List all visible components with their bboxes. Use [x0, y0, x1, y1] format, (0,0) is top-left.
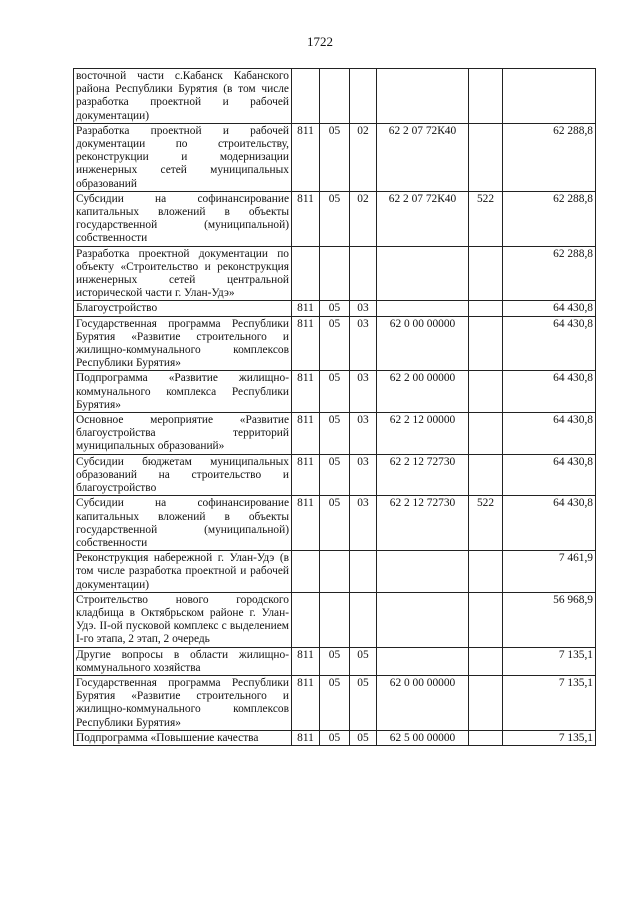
table-row [74, 730, 596, 745]
cell-name: Субсидии на софинансирование капитальных вложений в объекты государственной (муниципальной) собственности [74, 496, 292, 551]
cell-amount: 56 968,9 [503, 592, 596, 647]
table-row [74, 316, 596, 371]
cell-ministry-code [292, 246, 320, 301]
cell-section [320, 246, 350, 301]
table-row [74, 592, 596, 647]
cell-name: Субсидии на софинансирование капитальных вложений в объекты государственной (муниципальной) собственности [74, 191, 292, 246]
cell-section: 05 [320, 371, 350, 413]
cell-amount: 64 430,8 [503, 301, 596, 316]
cell-section: 05 [320, 496, 350, 551]
cell-expense-type [469, 675, 503, 730]
cell-expense-type [469, 301, 503, 316]
cell-ministry-code: 811 [292, 123, 320, 191]
cell-target-article [377, 246, 469, 301]
cell-name: Разработка проектной и рабочей документации по строительству, реконструкции и модернизации инженерных сетей муниципальных образований [74, 123, 292, 191]
budget-table-body [74, 69, 596, 746]
cell-ministry-code: 811 [292, 496, 320, 551]
cell-name: Подпрограмма «Повышение качества [74, 730, 292, 745]
cell-subsection [350, 592, 377, 647]
cell-subsection [350, 246, 377, 301]
page-number: 1722 [307, 34, 333, 49]
cell-section: 05 [320, 123, 350, 191]
cell-ministry-code: 811 [292, 371, 320, 413]
cell-amount: 64 430,8 [503, 496, 596, 551]
cell-amount: 7 135,1 [503, 675, 596, 730]
cell-target-article: 62 2 07 72К40 [377, 191, 469, 246]
cell-ministry-code [292, 69, 320, 124]
cell-target-article: 62 2 12 72730 [377, 496, 469, 551]
cell-amount: 62 288,8 [503, 191, 596, 246]
table-row [74, 413, 596, 455]
cell-amount: 62 288,8 [503, 123, 596, 191]
cell-subsection: 02 [350, 191, 377, 246]
cell-expense-type [469, 246, 503, 301]
cell-expense-type: 522 [469, 496, 503, 551]
table-row [74, 675, 596, 730]
table-row [74, 454, 596, 496]
cell-name: Разработка проектной документации по объекту «Строительство и реконструкция инженерных сетей центральной исторической части г. Улан-Удэ» [74, 246, 292, 301]
cell-ministry-code: 811 [292, 316, 320, 371]
table-row [74, 496, 596, 551]
cell-name: Основное мероприятие «Развитие благоустройства территорий муниципальных образований» [74, 413, 292, 455]
cell-ministry-code: 811 [292, 730, 320, 745]
cell-amount: 64 430,8 [503, 454, 596, 496]
cell-expense-type [469, 371, 503, 413]
cell-section: 05 [320, 675, 350, 730]
cell-section [320, 592, 350, 647]
cell-target-article [377, 69, 469, 124]
cell-section: 05 [320, 730, 350, 745]
cell-ministry-code: 811 [292, 191, 320, 246]
cell-subsection: 05 [350, 647, 377, 675]
table-row [74, 551, 596, 593]
cell-expense-type [469, 551, 503, 593]
table-row [74, 69, 596, 124]
cell-target-article: 62 5 00 00000 [377, 730, 469, 745]
cell-section: 05 [320, 454, 350, 496]
cell-target-article [377, 301, 469, 316]
cell-name: Другие вопросы в области жилищно-коммунального хозяйства [74, 647, 292, 675]
cell-ministry-code: 811 [292, 454, 320, 496]
cell-name: Государственная программа Республики Бурятия «Развитие строительного и жилищно-коммунального комплексов Республики Бурятия» [74, 316, 292, 371]
cell-section: 05 [320, 301, 350, 316]
cell-section [320, 551, 350, 593]
cell-name: Реконструкция набережной г. Улан-Удэ (в том числе разработка проектной и рабочей документации) [74, 551, 292, 593]
cell-expense-type [469, 647, 503, 675]
cell-expense-type [469, 592, 503, 647]
cell-expense-type [469, 316, 503, 371]
cell-amount: 64 430,8 [503, 413, 596, 455]
cell-amount: 7 135,1 [503, 730, 596, 745]
cell-section: 05 [320, 191, 350, 246]
cell-target-article: 62 2 00 00000 [377, 371, 469, 413]
cell-section [320, 69, 350, 124]
cell-amount: 64 430,8 [503, 316, 596, 371]
cell-ministry-code: 811 [292, 647, 320, 675]
cell-expense-type: 522 [469, 191, 503, 246]
cell-expense-type [469, 454, 503, 496]
cell-target-article: 62 0 00 00000 [377, 316, 469, 371]
cell-subsection: 02 [350, 123, 377, 191]
cell-ministry-code: 811 [292, 301, 320, 316]
cell-amount: 64 430,8 [503, 371, 596, 413]
cell-subsection: 05 [350, 730, 377, 745]
cell-target-article: 62 0 00 00000 [377, 675, 469, 730]
cell-subsection: 03 [350, 301, 377, 316]
cell-expense-type [469, 413, 503, 455]
cell-amount: 7 461,9 [503, 551, 596, 593]
cell-target-article [377, 647, 469, 675]
cell-ministry-code: 811 [292, 675, 320, 730]
cell-expense-type [469, 69, 503, 124]
cell-ministry-code: 811 [292, 413, 320, 455]
cell-name: восточной части с.Кабанск Кабанского района Республики Бурятия (в том числе разработка проектной и рабочей документации) [74, 69, 292, 124]
cell-section: 05 [320, 316, 350, 371]
cell-section: 05 [320, 647, 350, 675]
cell-target-article [377, 551, 469, 593]
table-row [74, 647, 596, 675]
table-row [74, 123, 596, 191]
cell-target-article [377, 592, 469, 647]
cell-subsection: 03 [350, 454, 377, 496]
cell-subsection: 05 [350, 675, 377, 730]
budget-table [73, 68, 596, 746]
cell-name: Субсидии бюджетам муниципальных образований на строительство и благоустройство [74, 454, 292, 496]
table-row [74, 191, 596, 246]
cell-ministry-code [292, 551, 320, 593]
table-row [74, 301, 596, 316]
cell-subsection: 03 [350, 496, 377, 551]
cell-subsection: 03 [350, 371, 377, 413]
cell-amount: 7 135,1 [503, 647, 596, 675]
cell-subsection: 03 [350, 413, 377, 455]
cell-name: Государственная программа Республики Бурятия «Развитие строительного и жилищно-коммунального комплексов Республики Бурятия» [74, 675, 292, 730]
cell-target-article: 62 2 12 00000 [377, 413, 469, 455]
cell-name: Строительство нового городского кладбища в Октябрьском районе г. Улан-Удэ. II-ой пусковой комплекс с выделением I-го этапа, 2 этап, 2 очередь [74, 592, 292, 647]
cell-subsection [350, 551, 377, 593]
cell-target-article: 62 2 07 72К40 [377, 123, 469, 191]
cell-expense-type [469, 730, 503, 745]
cell-ministry-code [292, 592, 320, 647]
cell-name: Благоустройство [74, 301, 292, 316]
cell-subsection [350, 69, 377, 124]
table-row [74, 371, 596, 413]
cell-target-article: 62 2 12 72730 [377, 454, 469, 496]
cell-expense-type [469, 123, 503, 191]
table-row [74, 246, 596, 301]
cell-section: 05 [320, 413, 350, 455]
cell-subsection: 03 [350, 316, 377, 371]
cell-amount: 62 288,8 [503, 246, 596, 301]
cell-name: Подпрограмма «Развитие жилищно-коммунального комплекса Республики Бурятия» [74, 371, 292, 413]
cell-amount [503, 69, 596, 124]
